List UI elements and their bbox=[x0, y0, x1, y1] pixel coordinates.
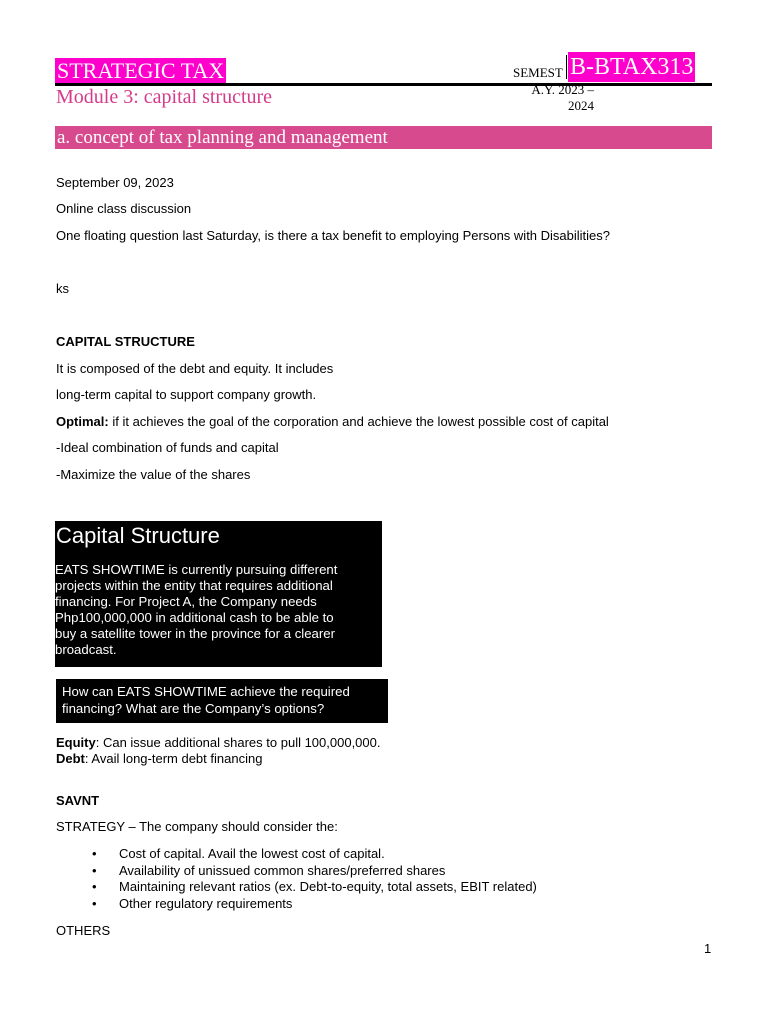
slide-body-line: financing. For Project A, the Company needs bbox=[55, 594, 317, 609]
page-number: 1 bbox=[704, 941, 712, 956]
bullet-icon: • bbox=[92, 862, 97, 878]
ideal-line: -Ideal combination of funds and capital bbox=[56, 440, 279, 455]
slide-title: Capital Structure bbox=[56, 523, 220, 548]
strategy-heading: SAVNT bbox=[56, 793, 100, 808]
debt-label: Debt bbox=[56, 751, 85, 766]
capital-structure-heading: CAPITAL STRUCTURE bbox=[56, 334, 195, 349]
document-title: STRATEGIC TAX bbox=[57, 58, 225, 83]
academic-year-line1: A.Y. 2023 – bbox=[531, 82, 594, 97]
slide-body-line: Php100,000,000 in additional cash to be able to bbox=[55, 610, 334, 625]
bullet-icon: • bbox=[92, 846, 97, 861]
list-item bbox=[92, 879, 537, 896]
slide-question-text bbox=[62, 683, 350, 717]
slide-question-line: financing? What are the Company’s options? bbox=[62, 701, 325, 716]
slide-capital-structure bbox=[55, 521, 382, 667]
equity-label: Equity bbox=[56, 735, 96, 750]
slide-question-line: How can EATS SHOWTIME achieve the required bbox=[62, 684, 350, 699]
slide-body bbox=[55, 562, 382, 658]
maximize-line: -Maximize the value of the shares bbox=[56, 467, 251, 482]
debt-text: : Avail long-term debt financing bbox=[84, 751, 263, 766]
optimal-line bbox=[56, 414, 609, 429]
slide-body-line: buy a satellite tower in the province for a clearer bbox=[55, 626, 336, 641]
header-divider bbox=[566, 55, 567, 79]
question-line: One floating question last Saturday, is there a tax benefit to employing Persons with Disabilities? bbox=[56, 228, 611, 243]
strategy-intro: STRATEGY – The company should consider the: bbox=[56, 819, 338, 834]
academic-year bbox=[518, 82, 594, 114]
slide-body-line: projects within the entity that requires additional bbox=[55, 578, 333, 593]
list-item bbox=[92, 895, 537, 913]
ks-line: ks bbox=[56, 281, 69, 296]
strategy-list bbox=[92, 846, 537, 912]
equity-text: : Can issue additional shares to pull 100,000,000. bbox=[95, 735, 381, 750]
optimal-label: Optimal: bbox=[56, 414, 109, 429]
semester-label: SEMEST bbox=[513, 65, 563, 80]
list-item-text: Cost of capital. Avail the lowest cost of capital. bbox=[119, 846, 385, 861]
others-line: OTHERS bbox=[56, 923, 111, 938]
slide-question bbox=[56, 679, 388, 723]
slide-body-line: EATS SHOWTIME is currently pursuing different bbox=[55, 562, 338, 577]
list-item-text: Availability of unissued common shares/preferred shares bbox=[119, 862, 446, 878]
section-heading: a. concept of tax planning and management bbox=[55, 126, 712, 149]
equity-option bbox=[56, 735, 380, 750]
date-line: September 09, 2023 bbox=[56, 175, 174, 190]
definition-line-1: It is composed of the debt and equity. It includes bbox=[56, 361, 334, 376]
definition-line-2: long-term capital to support company growth. bbox=[56, 387, 317, 402]
course-code: B-BTAX313 bbox=[570, 54, 694, 80]
list-item bbox=[92, 862, 537, 880]
optimal-text: if it achieves the goal of the corporation and achieve the lowest possible cost of capital bbox=[108, 414, 609, 429]
module-title: Module 3: capital structure bbox=[56, 86, 273, 108]
list-item-text: Other regulatory requirements bbox=[119, 895, 293, 911]
debt-option bbox=[56, 751, 262, 766]
slide-body-line: broadcast. bbox=[55, 642, 117, 657]
online-class-line: Online class discussion bbox=[56, 201, 192, 216]
academic-year-line2: 2024 bbox=[568, 98, 594, 113]
bullet-icon: • bbox=[92, 879, 97, 894]
list-item bbox=[92, 846, 537, 863]
bullet-icon: • bbox=[92, 895, 97, 911]
list-item-text: Maintaining relevant ratios (ex. Debt-to-equity, total assets, EBIT related) bbox=[119, 879, 537, 894]
